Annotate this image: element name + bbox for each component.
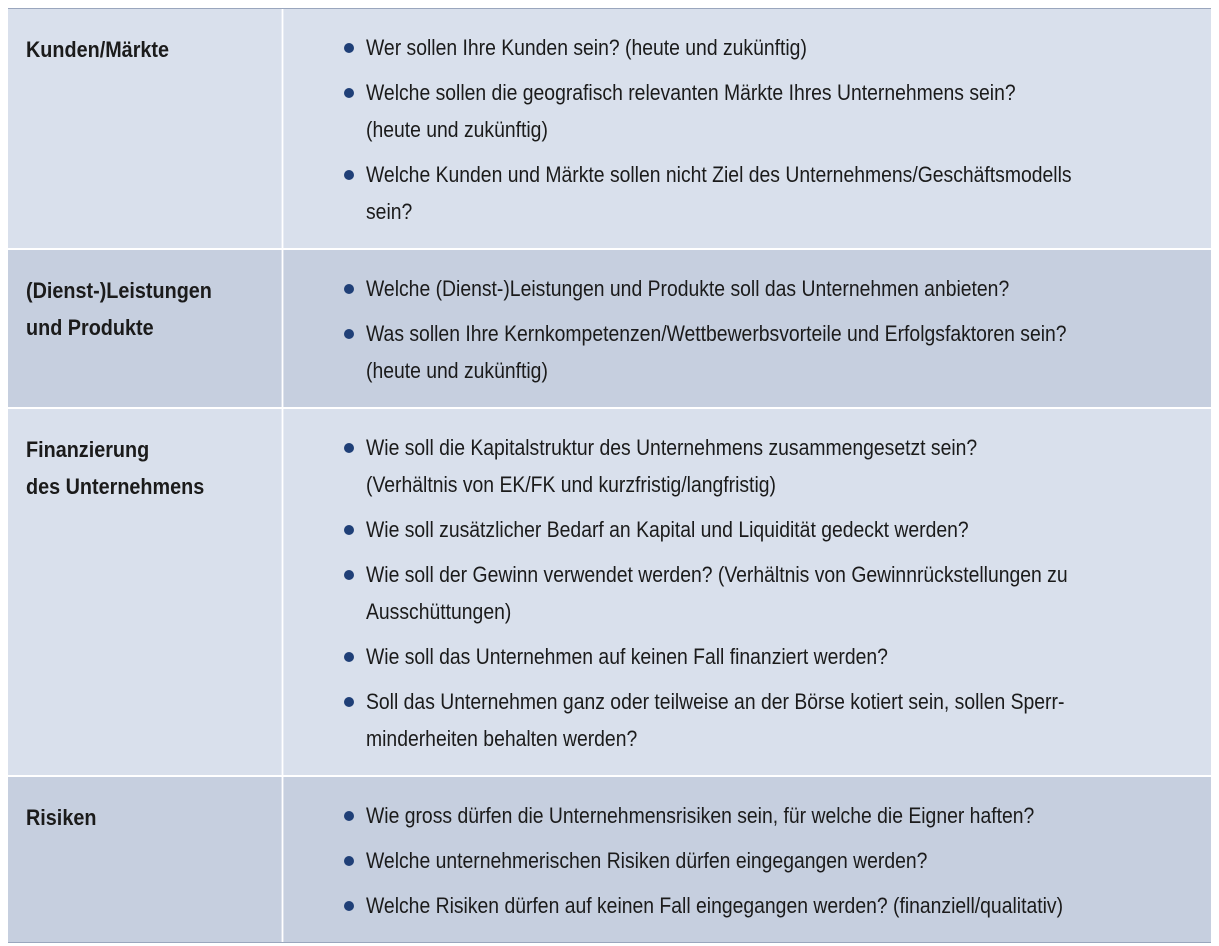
question-list	[314, 409, 1219, 775]
list-item	[338, 270, 1219, 307]
bullet-icon	[338, 156, 366, 193]
list-item	[338, 156, 1219, 230]
question-text: Wie soll zusätzlicher Bedarf an Kapital und Liquidität gedeckt werden?	[366, 517, 969, 542]
question-list	[314, 9, 1219, 248]
question-text: Soll das Unternehmen ganz oder teilweise an der Börse kotiert sein, sollen Sperr- minderheiten behalten werden?	[366, 689, 1065, 751]
question-text: Wie gross dürfen die Unternehmensrisiken sein, für welche die Eigner haften?	[366, 803, 1035, 828]
question-text: Wie soll die Kapitalstruktur des Unternehmens zusammengesetzt sein? (Verhältnis von EK/FK und kurzfristig/langfristig)	[366, 435, 978, 497]
list-item	[338, 315, 1219, 389]
list-item	[338, 797, 1219, 834]
question-list	[314, 777, 1219, 942]
table-row-leistungen-produkte	[8, 250, 1211, 409]
bullet-icon	[338, 511, 366, 548]
bullet-icon	[338, 556, 366, 593]
question-text: Welche Kunden und Märkte sollen nicht Ziel des Unternehmens/Geschäftsmodells sein?	[366, 162, 1072, 224]
question-text: Wer sollen Ihre Kunden sein? (heute und zukünftig)	[366, 35, 807, 60]
question-text: Wie soll der Gewinn verwendet werden? (Verhältnis von Gewinnrückstellungen zu Ausschüttungen)	[366, 562, 1068, 624]
question-list	[314, 250, 1219, 407]
table-row-finanzierung	[8, 409, 1211, 777]
bullet-icon	[338, 683, 366, 720]
category-label: Risiken	[8, 777, 283, 942]
bullet-icon	[338, 887, 366, 924]
bullet-icon	[338, 638, 366, 675]
bullet-icon	[338, 29, 366, 66]
bullet-icon	[338, 74, 366, 111]
list-item	[338, 638, 1219, 675]
list-item	[338, 887, 1219, 924]
question-text: Welche sollen die geografisch relevanten Märkte Ihres Unternehmens sein? (heute und zukünftig)	[366, 80, 1016, 142]
bullet-icon	[338, 270, 366, 307]
question-text: Was sollen Ihre Kernkompetenzen/Wettbewerbsvorteile und Erfolgsfaktoren sein? (heute und zukünftig)	[366, 321, 1067, 383]
bullet-icon	[338, 797, 366, 834]
question-text: Welche (Dienst-)Leistungen und Produkte soll das Unternehmen anbieten?	[366, 276, 1010, 301]
list-item	[338, 683, 1219, 757]
category-label: Kunden/Märkte	[8, 9, 283, 248]
list-item	[338, 511, 1219, 548]
list-item	[338, 429, 1219, 503]
category-label: Finanzierung des Unternehmens	[8, 409, 283, 775]
question-text: Welche Risiken dürfen auf keinen Fall eingegangen werden? (finanziell/qualitativ)	[366, 893, 1064, 918]
list-item	[338, 29, 1219, 66]
bullet-icon	[338, 842, 366, 879]
bullet-icon	[338, 429, 366, 466]
question-text: Welche unternehmerischen Risiken dürfen eingegangen werden?	[366, 848, 928, 873]
bullet-icon	[338, 315, 366, 352]
category-label: (Dienst-)Leistungen und Produkte	[8, 250, 283, 407]
list-item	[338, 842, 1219, 879]
list-item	[338, 74, 1219, 148]
strategy-questions-table	[8, 8, 1211, 943]
table-row-kunden-maerkte	[8, 9, 1211, 250]
question-text: Wie soll das Unternehmen auf keinen Fall finanziert werden?	[366, 644, 888, 669]
table-row-risiken	[8, 777, 1211, 942]
list-item	[338, 556, 1219, 630]
